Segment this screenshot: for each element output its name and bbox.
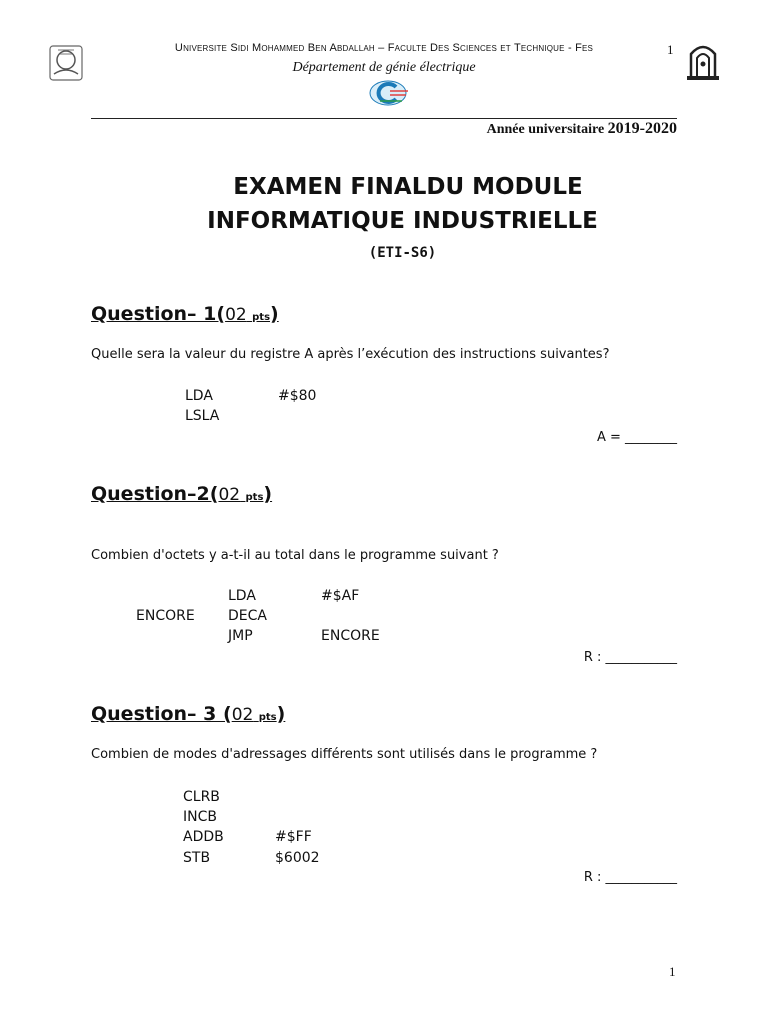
exam-title-line1: EXAMEN FINALDU MODULE: [233, 174, 583, 200]
code-line: JMP: [228, 628, 253, 644]
header-divider: [91, 118, 677, 119]
code-line: LDA: [228, 588, 256, 604]
question-1-heading: Question– 1(02 pts): [91, 303, 279, 325]
question-1-text: Quelle sera la valeur du registre A après l’exécution des instructions suivantes?: [91, 347, 610, 362]
question-2-text: Combien d'octets y a-t-il au total dans le programme suivant ?: [91, 548, 499, 563]
department-logo: [368, 79, 410, 107]
question-2-heading: Question–2(02 pts): [91, 483, 273, 505]
code-line: LDA: [185, 388, 213, 404]
department-name: Département de génie électrique: [292, 60, 476, 75]
code-line: DECA: [228, 608, 267, 624]
code-label: ENCORE: [136, 608, 195, 624]
code-line: LSLA: [185, 408, 220, 424]
code-line: #$FF: [275, 829, 312, 845]
code-line: CLRB: [183, 789, 220, 805]
page-number-bottom: 1: [669, 964, 676, 979]
code-line: ENCORE: [321, 628, 380, 644]
answer-field[interactable]: A = ________: [596, 430, 677, 445]
question-3-heading: Question– 3 (02 pts): [91, 703, 286, 725]
academic-year: [487, 120, 677, 138]
question-3-text: Combien de modes d'adressages différents sont utilisés dans le programme ?: [91, 747, 598, 762]
answer-field[interactable]: R : ___________: [583, 870, 677, 885]
code-line: #$AF: [321, 588, 360, 604]
code-line: INCB: [183, 809, 217, 825]
code-line: ADDB: [183, 829, 224, 845]
code-line: #$80: [278, 388, 317, 404]
code-line: $6002: [275, 850, 320, 866]
exam-code: (ETI-S6): [368, 245, 437, 261]
year-value: 2019-2020: [607, 120, 677, 137]
year-label: Année universitaire: [486, 122, 605, 137]
exam-title-line2: INFORMATIQUE INDUSTRIELLE: [207, 208, 598, 234]
university-name: Universite Sidi Mohammed Ben Abdallah – Faculte Des Sciences et Technique - Fes: [174, 42, 594, 54]
page-number-top: 1: [667, 42, 674, 57]
answer-field[interactable]: R : ___________: [583, 650, 677, 665]
code-line: STB: [183, 850, 211, 866]
